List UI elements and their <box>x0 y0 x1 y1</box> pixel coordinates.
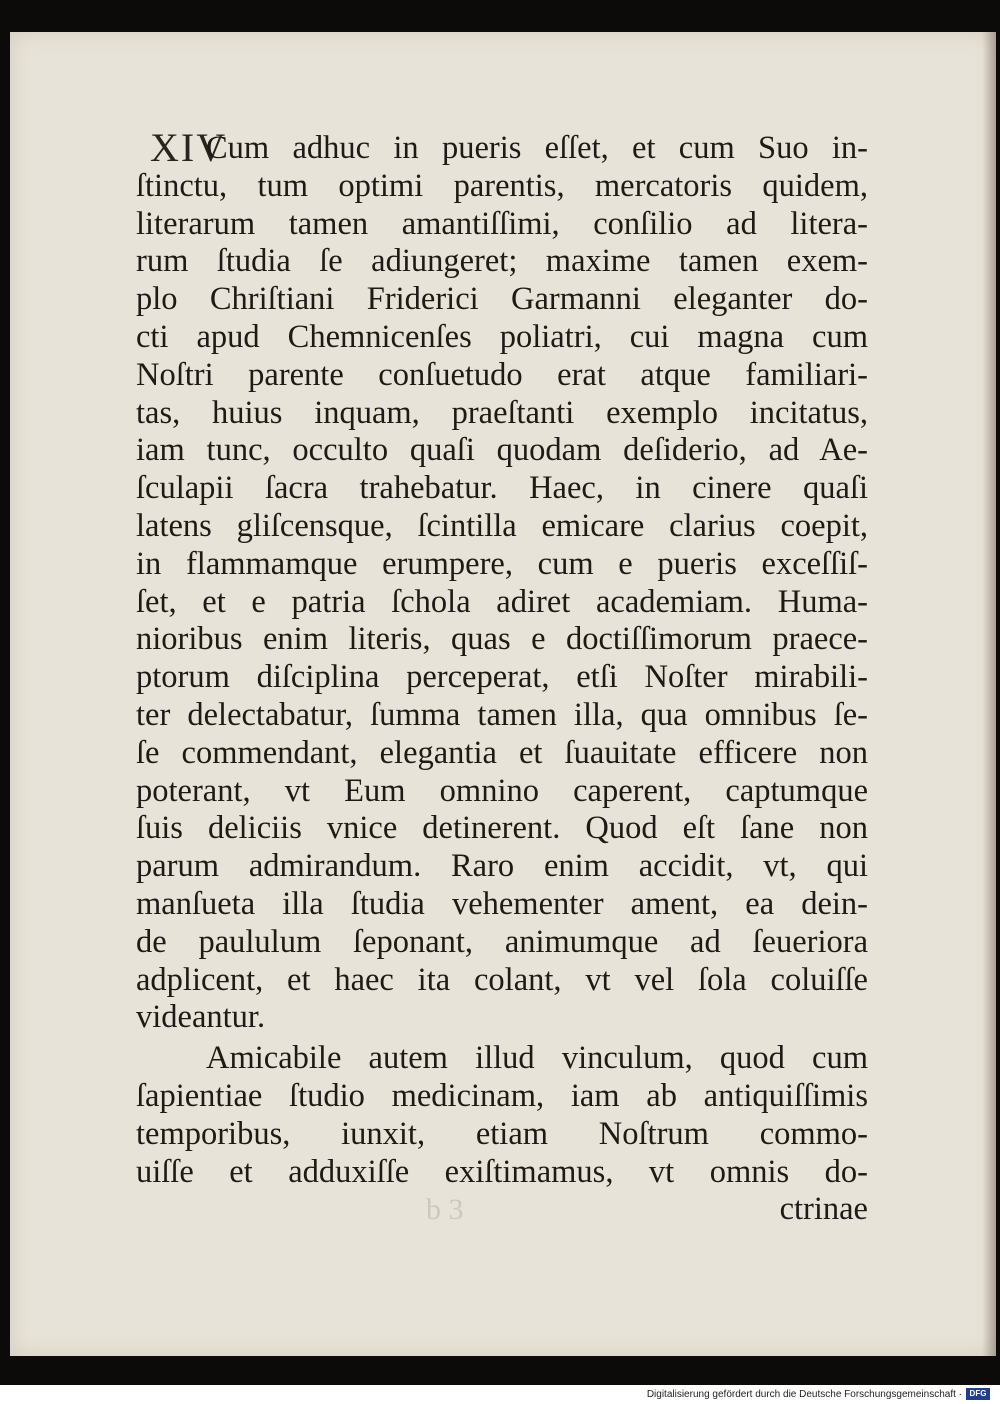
text-line: Cum adhuc in pueris eſſet, et cum Suo in- <box>206 130 868 166</box>
text-line: rum ſtudia ſe adiungeret; maxime tamen exem- <box>136 243 868 280</box>
text-line: latens gliſcensque, ſcintilla emicare clarius coepit, <box>136 507 868 544</box>
page-edge-shadow <box>982 32 996 1356</box>
text-line: de paululum ſeponant, animumque ad ſeueriora <box>136 923 868 960</box>
text-line: ſapientiae ſtudio medicinam, iam ab antiquiſſimis <box>136 1077 868 1114</box>
text-line: ſe commendant, elegantia et ſuauitate efficere non <box>136 734 868 771</box>
text-line: ptorum diſciplina perceperat, etſi Noſter mirabili- <box>136 659 868 696</box>
text-line: poterant, vt Eum omnino caperent, captumque <box>136 772 868 809</box>
text-line: parum admirandum. Raro enim accidit, vt, qui <box>136 848 868 885</box>
text-line: ter delectabatur, ſumma tamen illa, qua omnibus ſe- <box>136 696 868 733</box>
text-line: nioribus enim literis, quas e doctiſſimorum praece- <box>136 621 868 658</box>
footer-bar <box>0 1385 1000 1404</box>
text-line: plo Chriſtiani Friderici Garmanni eleganter do- <box>136 281 868 318</box>
signature-mark: b 3 <box>426 1193 464 1227</box>
text-line: cti apud Chemnicenſes poliatri, cui magna cum <box>136 318 868 355</box>
text-line: Amicabile autem illud vinculum, quod cum <box>206 1040 868 1077</box>
text-line: literarum tamen amantiſſimi, conſilio ad litera- <box>136 205 868 242</box>
dfg-logo: DFG <box>966 1388 990 1400</box>
text-line: temporibus, iunxit, etiam Noſtrum commo- <box>136 1115 868 1152</box>
text-line: videantur. <box>136 999 266 1036</box>
catchword-line <box>136 1191 868 1229</box>
text-line: in flammamque erumpere, cum e pueris exceſſiſ- <box>136 545 868 582</box>
text-line: Noſtri parente conſuetudo erat atque familiari- <box>136 356 868 393</box>
text-line: uiſſe et adduxiſſe exiſtimamus, vt omnis do- <box>136 1153 868 1190</box>
text-line: adplicent, et haec ita colant, vt vel ſola coluiſſe <box>136 961 868 998</box>
body-text <box>136 130 868 1229</box>
text-line: tas, huius inquam, praeſtanti exemplo incitatus, <box>136 394 868 431</box>
catchword: ctrinae <box>779 1191 868 1228</box>
text-line: ſtinctu, tum optimi parentis, mercatoris quidem, <box>136 167 868 204</box>
text-line: manſueta illa ſtudia vehementer ament, ea dein- <box>136 885 868 922</box>
funding-credit: Digitalisierung gefördert durch die Deutsche Forschungsgemeinschaft · <box>646 1389 962 1400</box>
text-line: ſuis deliciis vnice detinerent. Quod eſt ſane non <box>136 810 868 847</box>
page-number: XIV <box>150 125 228 170</box>
text-line: iam tunc, occulto quaſi quodam deſiderio, ad Ae- <box>136 432 868 469</box>
text-line: ſet, et e patria ſchola adiret academiam. Huma- <box>136 583 868 620</box>
text-line: ſculapii ſacra trahebatur. Haec, in cinere quaſi <box>136 470 868 507</box>
